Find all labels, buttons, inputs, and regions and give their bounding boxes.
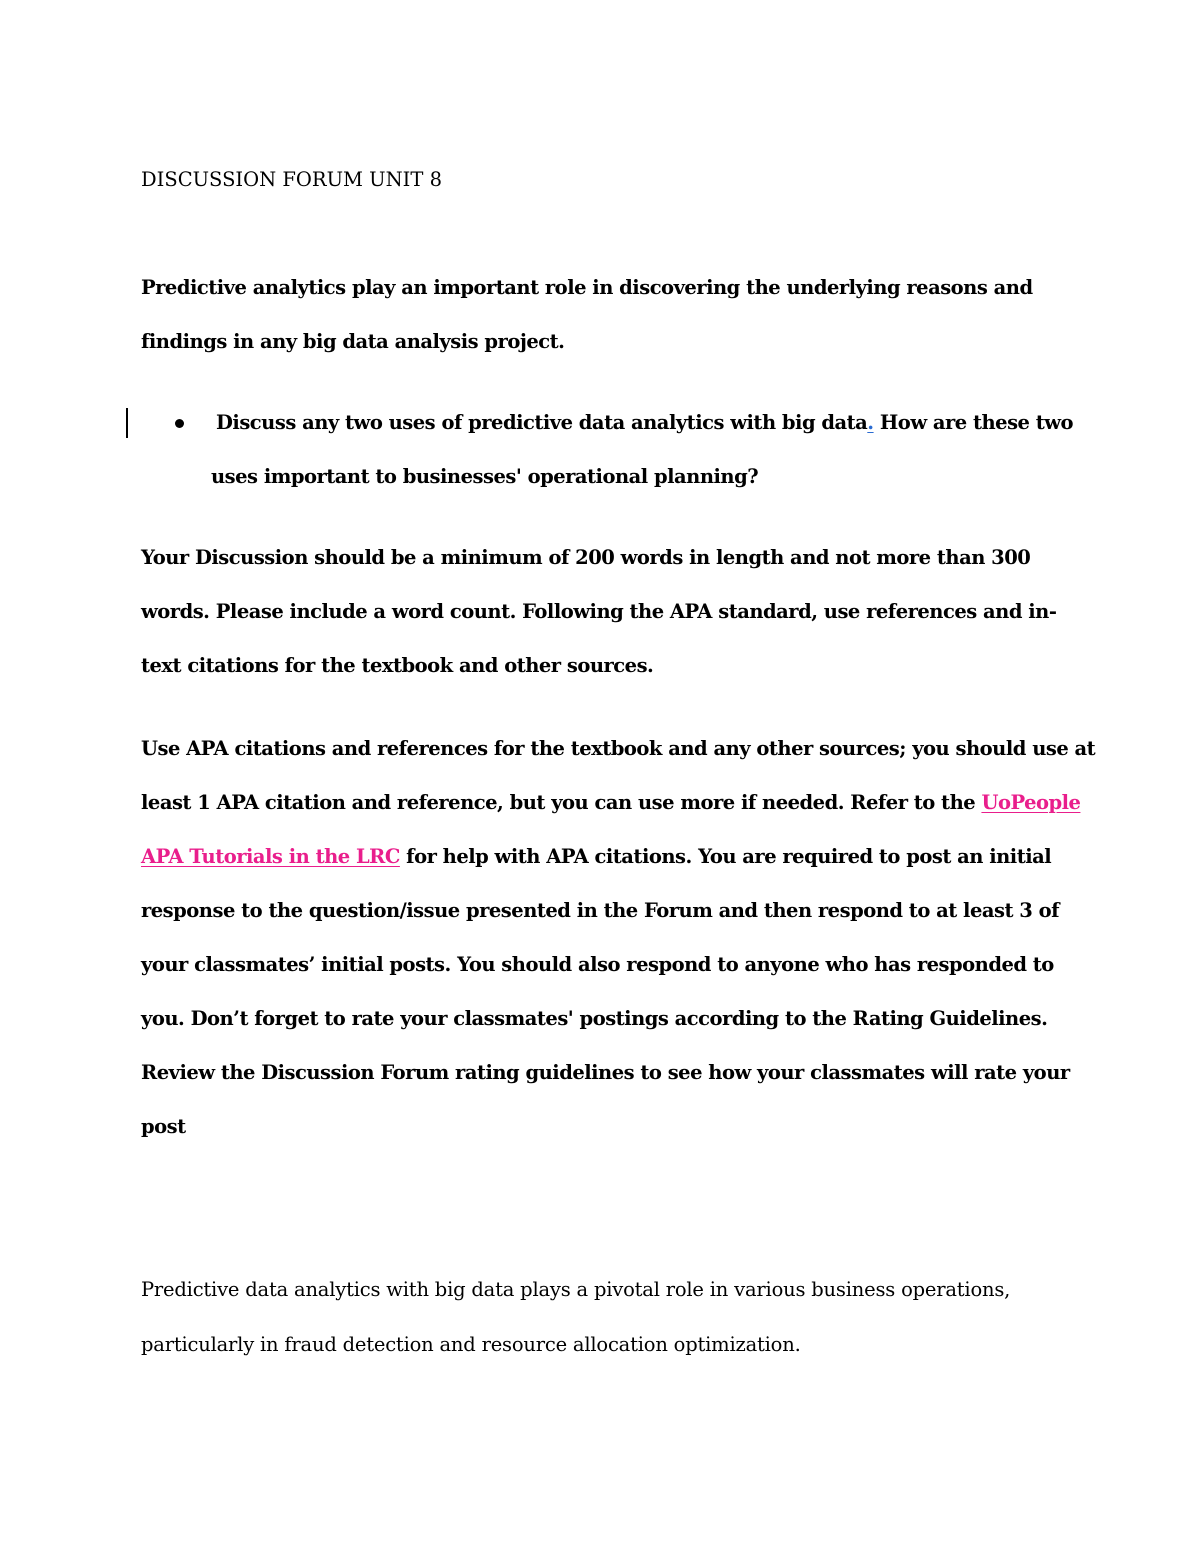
bullet-line-2: uses important to businesses' operational planning? (211, 465, 759, 488)
intro-line-1: Predictive analytics play an important role in discovering the underlying reasons and (141, 276, 1033, 299)
apa-line-2-text: least 1 APA citation and reference, but you can use more if needed. Refer to the (141, 791, 982, 814)
intro-line-2: findings in any big data analysis project. (141, 330, 565, 353)
apa-line-2 (141, 790, 1080, 816)
requirements-line-1: Your Discussion should be a minimum of 200 words in length and not more than 300 (141, 546, 1031, 569)
answer-line-2: particularly in fraud detection and resource allocation optimization. (141, 1333, 801, 1356)
uopeople-link-part-1[interactable]: UoPeople (981, 791, 1081, 814)
bullet-line-1-rest: How are these two (873, 411, 1074, 434)
apa-line-3 (141, 844, 1051, 870)
document-title: DISCUSSION FORUM UNIT 8 (141, 168, 442, 191)
bullet-period-mark: . (867, 411, 874, 434)
bullet-line-1 (216, 410, 1073, 436)
apa-line-5: your classmates’ initial posts. You should also respond to anyone who has responded to (141, 953, 1054, 976)
requirements-line-3: text citations for the textbook and other sources. (141, 654, 654, 677)
apa-line-1: Use APA citations and references for the textbook and any other sources; you should use at (141, 737, 1096, 760)
bullet-line-1-text: Discuss any two uses of predictive data analytics with big data (216, 411, 868, 434)
apa-line-4: response to the question/issue presented in the Forum and then respond to at least 3 of (141, 899, 1060, 922)
apa-line-3-text: for help with APA citations. You are required to post an initial (399, 845, 1052, 868)
requirements-line-2: words. Please include a word count. Following the APA standard, use references and in- (141, 600, 1057, 623)
answer-line-1: Predictive data analytics with big data plays a pivotal role in various business operations, (141, 1278, 1011, 1301)
apa-line-8: post (141, 1115, 186, 1138)
apa-line-6: you. Don’t forget to rate your classmates' postings according to the Rating Guidelines. (141, 1007, 1048, 1030)
text-cursor (126, 408, 128, 438)
uopeople-link-part-2[interactable]: APA Tutorials in the LRC (141, 845, 400, 868)
apa-line-7: Review the Discussion Forum rating guidelines to see how your classmates will rate your (141, 1061, 1070, 1084)
bullet-point-icon (175, 419, 184, 428)
